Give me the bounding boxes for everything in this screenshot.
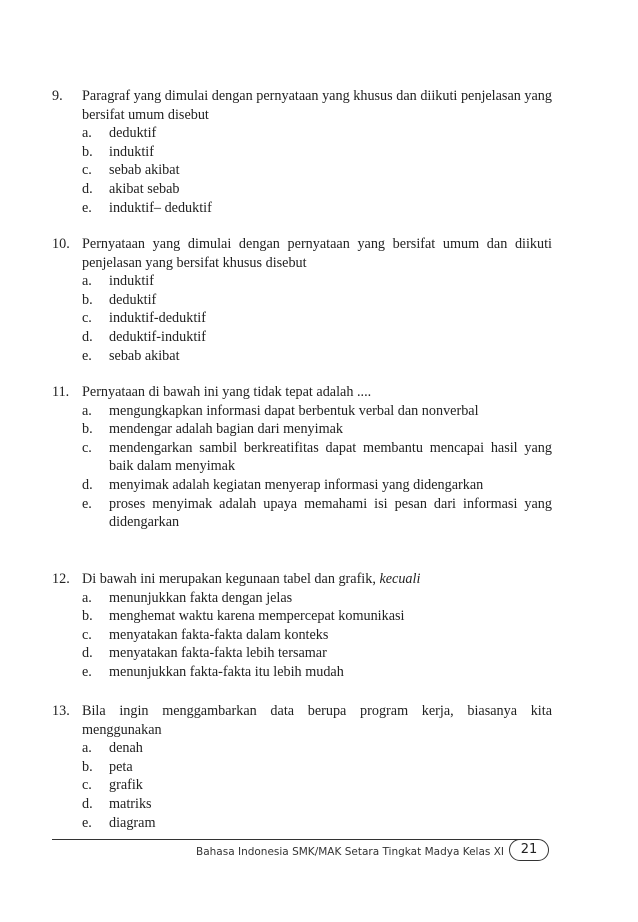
option-text: induktif bbox=[109, 143, 154, 160]
option-a bbox=[82, 402, 552, 421]
option-b bbox=[82, 291, 552, 310]
option-letter: c. bbox=[82, 777, 92, 794]
option-text: menunjukkan fakta dengan jelas bbox=[109, 589, 293, 606]
option-letter: a. bbox=[82, 402, 92, 419]
option-c bbox=[82, 776, 552, 795]
question-stem: Pernyataan di bawah ini yang tidak tepat adalah .... bbox=[82, 384, 372, 400]
question-stem-text: Di bawah ini merupakan kegunaan tabel dan grafik, bbox=[82, 571, 376, 587]
option-text: peta bbox=[109, 758, 133, 775]
option-b bbox=[82, 420, 552, 439]
option-text: deduktif bbox=[109, 291, 157, 308]
question-12 bbox=[52, 570, 552, 682]
option-d bbox=[82, 180, 552, 199]
question-9 bbox=[52, 87, 552, 217]
question-number: 11. bbox=[52, 384, 70, 400]
option-letter: e. bbox=[82, 663, 92, 680]
option-text: deduktif bbox=[109, 125, 157, 142]
option-text: sebab akibat bbox=[109, 347, 180, 364]
option-letter: b. bbox=[82, 421, 93, 438]
option-text: menunjukkan fakta-fakta itu lebih mudah bbox=[109, 663, 344, 680]
option-text: induktif bbox=[109, 273, 154, 290]
option-c bbox=[82, 626, 552, 645]
option-a bbox=[82, 739, 552, 758]
option-a bbox=[82, 272, 552, 291]
option-letter: e. bbox=[82, 347, 92, 364]
option-text: menghemat waktu karena mempercepat komunikasi bbox=[109, 608, 405, 625]
option-list bbox=[82, 739, 552, 832]
option-list bbox=[82, 272, 552, 365]
option-e bbox=[82, 199, 552, 218]
option-b bbox=[82, 143, 552, 162]
question-number: 9. bbox=[52, 88, 63, 104]
option-letter: c. bbox=[82, 310, 92, 327]
option-text: sebab akibat bbox=[109, 162, 180, 179]
option-letter: a. bbox=[82, 273, 92, 290]
option-letter: a. bbox=[82, 740, 92, 757]
option-text: menyatakan fakta-fakta lebih tersamar bbox=[109, 645, 327, 662]
option-c bbox=[82, 439, 552, 476]
question-stem: Paragraf yang dimulai dengan pernyataan yang khusus dan diikuti penjelasan yang bersifat umum disebut bbox=[82, 88, 552, 123]
option-letter: c. bbox=[82, 439, 92, 456]
option-text: deduktif-induktif bbox=[109, 328, 206, 345]
option-text: induktif– deduktif bbox=[109, 199, 212, 216]
option-letter: b. bbox=[82, 758, 93, 775]
option-letter: d. bbox=[82, 180, 93, 197]
option-letter: e. bbox=[82, 495, 92, 512]
option-d bbox=[82, 476, 552, 495]
question-number: 10. bbox=[52, 236, 70, 252]
question-11 bbox=[52, 383, 552, 532]
option-text: mengungkapkan informasi dapat berbentuk verbal dan nonverbal bbox=[109, 402, 479, 419]
option-text: diagram bbox=[109, 814, 156, 831]
option-a bbox=[82, 589, 552, 608]
option-a bbox=[82, 124, 552, 143]
question-stem: Pernyataan yang dimulai dengan pernyataan yang bersifat umum dan diikuti penjelasan yang bersifat khusus disebut bbox=[82, 236, 552, 271]
option-list bbox=[82, 402, 552, 532]
option-c bbox=[82, 309, 552, 328]
option-d bbox=[82, 644, 552, 663]
footer-book-title: Bahasa Indonesia SMK/MAK Setara Tingkat Madya Kelas XI bbox=[196, 846, 504, 858]
option-d bbox=[82, 328, 552, 347]
option-letter: c. bbox=[82, 626, 92, 643]
option-letter: d. bbox=[82, 795, 93, 812]
question-stem-emphasis: kecuali bbox=[379, 571, 421, 587]
option-d bbox=[82, 795, 552, 814]
option-text: menyatakan fakta-fakta dalam konteks bbox=[109, 626, 329, 643]
footer-rule bbox=[52, 839, 522, 840]
question-stem: Bila ingin menggambarkan data berupa program kerja, biasanya kita menggunakan bbox=[82, 703, 552, 738]
question-number: 12. bbox=[52, 571, 70, 587]
option-c bbox=[82, 161, 552, 180]
option-e bbox=[82, 663, 552, 682]
option-b bbox=[82, 758, 552, 777]
option-text: mendengarkan sambil berkreatifitas dapat membantu mencapai hasil yang baik dalam menyimak bbox=[109, 439, 552, 475]
option-text: induktif-deduktif bbox=[109, 310, 206, 327]
question-stem bbox=[82, 570, 552, 589]
option-letter: e. bbox=[82, 814, 92, 831]
option-text: matriks bbox=[109, 795, 152, 812]
option-letter: a. bbox=[82, 589, 92, 606]
option-text: akibat sebab bbox=[109, 180, 180, 197]
option-list bbox=[82, 124, 552, 217]
option-list bbox=[82, 589, 552, 682]
option-e bbox=[82, 495, 552, 532]
option-b bbox=[82, 607, 552, 626]
option-letter: b. bbox=[82, 608, 93, 625]
option-letter: b. bbox=[82, 291, 93, 308]
page-number-badge: 21 bbox=[509, 839, 549, 861]
option-text: menyimak adalah kegiatan menyerap informasi yang didengarkan bbox=[109, 476, 484, 493]
question-10 bbox=[52, 235, 552, 365]
option-letter: d. bbox=[82, 328, 93, 345]
option-text: mendengar adalah bagian dari menyimak bbox=[109, 421, 343, 438]
option-text: grafik bbox=[109, 777, 143, 794]
option-letter: a. bbox=[82, 125, 92, 142]
option-text: denah bbox=[109, 740, 143, 757]
option-letter: b. bbox=[82, 143, 93, 160]
option-text: proses menyimak adalah upaya memahami isi pesan dari informasi yang didengarkan bbox=[109, 495, 552, 531]
option-letter: c. bbox=[82, 162, 92, 179]
option-e bbox=[82, 347, 552, 366]
option-letter: e. bbox=[82, 199, 92, 216]
question-number: 13. bbox=[52, 703, 70, 719]
option-letter: d. bbox=[82, 645, 93, 662]
option-e bbox=[82, 814, 552, 833]
question-13 bbox=[52, 702, 552, 832]
option-letter: d. bbox=[82, 476, 93, 493]
